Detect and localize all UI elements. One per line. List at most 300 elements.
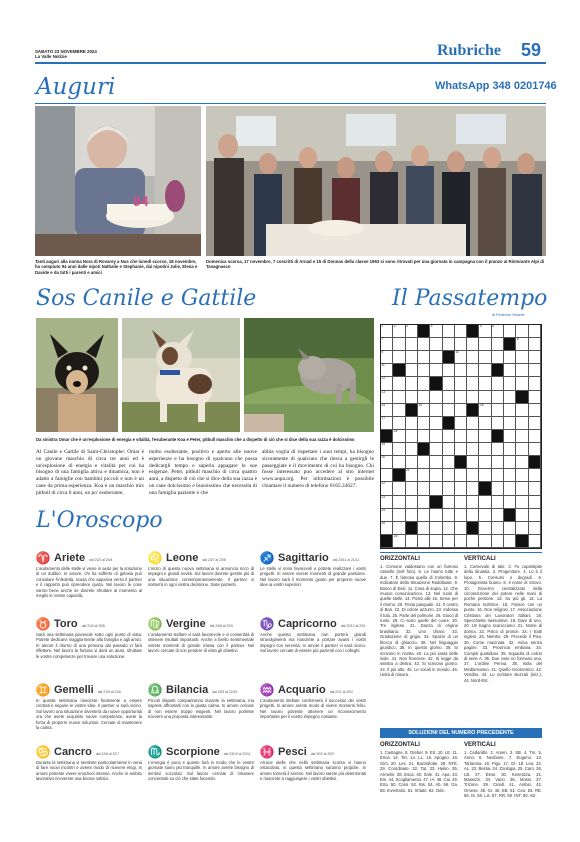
crossword-cell[interactable] — [492, 535, 504, 548]
crossword-cell[interactable] — [516, 364, 528, 377]
crossword-cell[interactable] — [479, 404, 491, 417]
crossword-cell[interactable] — [418, 404, 430, 417]
crossword-cell[interactable] — [504, 469, 516, 482]
crossword-cell[interactable] — [406, 338, 418, 351]
crossword-cell[interactable] — [455, 535, 467, 548]
scorpione-icon: ♏ — [147, 745, 163, 759]
horoscope-sign-text: L'andamento stellare confermerà il successo dei vostri progetti. In amore avrete modo di vivere momenti felici. Nel lavoro potreste ottenere un riconoscimento importante per il vostro impegno costante. — [260, 698, 366, 720]
crossword-cell[interactable] — [492, 377, 504, 390]
crossword-black-cell — [479, 482, 491, 495]
crossword-cell[interactable] — [504, 430, 516, 443]
crossword-cell[interactable] — [467, 535, 479, 548]
horoscope-sign-dates: dal 23/9 al 22/10 — [212, 689, 238, 694]
canile-column-3: abbia voglia di rispettare i suoi tempi, ha bisogno sicuramente di qualcuno che riesca a gestirgli le passeggiate e il movimento di cui ha bisogno. Chi fosse interessato può accedere al sito internet www.aopa.org. Per informazioni è possibile chiamare il numero di telefono 0165.34627. — [262, 449, 374, 489]
passatempo-author: di Federica Vinante — [492, 313, 525, 317]
crossword-cell[interactable] — [492, 469, 504, 482]
crossword-cell[interactable] — [504, 404, 516, 417]
crossword-cell[interactable] — [467, 377, 479, 390]
crossword-cell[interactable] — [516, 522, 528, 535]
crossword-cell[interactable] — [492, 443, 504, 456]
crossword-cell[interactable] — [430, 391, 442, 404]
horoscope-sign-name: Acquario — [278, 684, 326, 696]
header-rule — [35, 62, 546, 64]
crossword-cell[interactable] — [467, 509, 479, 522]
page-number: 59 — [521, 40, 542, 60]
crossword-cell-number: 2 — [393, 324, 396, 328]
crossword-cell[interactable] — [479, 469, 491, 482]
horoscope-capricorno — [260, 617, 366, 654]
horoscope-sign-name: Gemelli — [54, 684, 94, 696]
crossword-cell[interactable] — [418, 509, 430, 522]
crossword-cell[interactable] — [393, 509, 405, 522]
crossword-cell[interactable] — [467, 469, 479, 482]
crossword-cell[interactable] — [467, 417, 479, 430]
crossword-cell[interactable] — [492, 496, 504, 509]
crossword-cell[interactable] — [516, 377, 528, 390]
crossword-cell[interactable] — [479, 509, 491, 522]
crossword-black-cell — [492, 430, 504, 443]
capricorno-icon: ♑ — [259, 617, 275, 631]
crossword-cell-number: 3 — [406, 324, 408, 328]
horoscope-sign-name: Pesci — [278, 746, 307, 758]
crossword-cell[interactable] — [455, 469, 467, 482]
crossword-cell[interactable] — [406, 509, 418, 522]
crossword-cell[interactable] — [529, 496, 541, 509]
horoscope-head — [260, 617, 366, 631]
horoscope-sign-dates: dal 23/7 al 23/8 — [202, 557, 226, 562]
crossword-cell[interactable] — [381, 404, 393, 417]
crossword-cell[interactable] — [516, 443, 528, 456]
section-name: Rubriche — [437, 42, 501, 59]
crossword-cell[interactable] — [529, 469, 541, 482]
crossword-cell[interactable] — [406, 535, 418, 548]
crossword-cell[interactable] — [443, 391, 455, 404]
crossword-cell[interactable] — [492, 325, 504, 338]
crossword-cell-number: 16 — [479, 402, 484, 407]
birthday-photo — [35, 106, 201, 256]
crossword-cell[interactable] — [443, 496, 455, 509]
crossword-cell[interactable] — [479, 443, 491, 456]
horoscope-sign-text: In questa settimana riuscirete finalmente a essere centrati e seguire le vostre idee. Il partner vi sarà vicino. Sul lavoro una situazione diventerà da nuove opportunità ora che avete acquisito nuove competenze, avete la forza di proporre nuove soluzioni. Cercate di mantenere la calma. — [36, 698, 142, 731]
crossword-cell[interactable] — [418, 351, 430, 364]
crossword-cell[interactable] — [467, 338, 479, 351]
crossword-cell[interactable] — [443, 469, 455, 482]
crossword-cell[interactable] — [529, 522, 541, 535]
crossword-cell[interactable] — [430, 509, 442, 522]
crossword-cell[interactable] — [443, 404, 455, 417]
horoscope-head — [260, 745, 366, 759]
crossword-cell[interactable] — [430, 469, 442, 482]
horoscope-sign-dates: dal 21/3 al 20/4 — [89, 557, 113, 562]
crossword-grid — [380, 324, 542, 549]
crossword-cell[interactable] — [529, 404, 541, 417]
horoscope-sign-text: Durante la settimana vi sentirete particolarmente in vena di fare nuovi incontri e avrete modo di ricevere elogi. In amore potreste vivere emozioni intense. Anche in ambito lavorativo riceverete una buona notizia. — [36, 760, 142, 782]
crossword-cell[interactable] — [504, 535, 516, 548]
crossword-cell[interactable] — [443, 456, 455, 469]
crossword-cell[interactable] — [443, 443, 455, 456]
crossword-cell-number: 5 — [479, 324, 482, 328]
auguri-rule — [35, 103, 546, 104]
horoscope-sign-name: Leone — [166, 552, 199, 564]
crossword-cell-number: 8 — [516, 337, 519, 342]
horoscope-sign-text: Piccoli dispetti compariranno durante la settimana, ma saprete affrontarli con la giusta calma. In amore cercate di non essere troppo esigenti. Nel lavoro potreste ricevere una proposta interessante. — [148, 698, 254, 720]
crossword-cell[interactable] — [430, 364, 442, 377]
crossword-cell[interactable] — [492, 417, 504, 430]
crossword-cell[interactable] — [492, 509, 504, 522]
horoscope-sign-text: L'andamento stellare vi sarà favorevole e vi consentirà di ottenere risultati importanti. Anche a livello sentimentale vivrete momenti di grande intesa con il partner. Nel lavoro cercate di non perdere di vista gli obiettivi. — [148, 632, 254, 654]
crossword-cell[interactable] — [504, 391, 516, 404]
crossword-cell[interactable] — [529, 535, 541, 548]
crossword-cell[interactable] — [455, 509, 467, 522]
ariete-icon: ♈ — [35, 551, 51, 565]
crossword-cell[interactable] — [529, 364, 541, 377]
crossword-cell[interactable] — [504, 364, 516, 377]
horoscope-head — [260, 551, 366, 565]
issue-date-block — [35, 49, 97, 59]
crossword-cell[interactable] — [516, 351, 528, 364]
crossword-cell[interactable] — [406, 325, 418, 338]
crossword-cell[interactable] — [467, 456, 479, 469]
horoscope-sign-name: Sagittario — [278, 552, 329, 564]
crossword-cell[interactable] — [393, 391, 405, 404]
crossword-black-cell — [406, 404, 418, 417]
crossword-cell[interactable] — [393, 496, 405, 509]
horoscope-sign-name: Scorpione — [166, 746, 220, 758]
horoscope-sign-text: L'energia è poca e questo farà in modo che le vostre giornate siano più tranquille. In amore avrete bisogno di sentirvi coccolati. Sul lavoro cercate di rimanere concentrati su ciò che state facendo. — [148, 760, 254, 782]
horoscope-head — [148, 617, 254, 631]
horoscope-acquario — [260, 683, 366, 720]
crossword-cell[interactable] — [381, 482, 393, 495]
crossword-cell[interactable] — [418, 364, 430, 377]
crossword-cell-number: 9 — [381, 350, 384, 355]
crossword-cell[interactable] — [430, 417, 442, 430]
crossword-cell[interactable] — [430, 482, 442, 495]
crossword-cell[interactable] — [418, 469, 430, 482]
crossword-black-cell — [467, 522, 479, 535]
crossword-cell[interactable] — [430, 430, 442, 443]
crossword-cell-number: 10 — [455, 350, 459, 355]
crossword-cell[interactable] — [479, 535, 491, 548]
horoscope-sign-text: Alcune stelle che nella settimana scorsa vi hanno ostacolato, in questa settimana saranno propizie. In amore tornerà il sereno. Nel lavoro sarete più determinati e riuscirete a raggiungere i vostri obiettivi. — [260, 760, 366, 782]
passatempo-title: Il Passatempo — [392, 286, 548, 311]
crossword-cell[interactable] — [479, 338, 491, 351]
crossword-cell[interactable] — [393, 535, 405, 548]
crossword-cell[interactable] — [492, 456, 504, 469]
crossword-cell[interactable] — [479, 391, 491, 404]
crossword-cell[interactable] — [418, 482, 430, 495]
crossword-black-cell — [406, 522, 418, 535]
birthday-caption: Tanti auguri alla nonna Nora di Rovarey a Nus che lunedì scorso, 18 novembre, ha compiuto 94 anni dalle nipoti Nathalie e Stephanie, dai nipotini Julie, Elena e Davide e da tutti i parenti e amici — [35, 259, 198, 275]
crossword-cell[interactable] — [406, 391, 418, 404]
crossword-cell[interactable] — [504, 351, 516, 364]
crossword-cell[interactable] — [479, 456, 491, 469]
crossword-cell[interactable] — [529, 430, 541, 443]
crossword-cell[interactable] — [418, 391, 430, 404]
crossword-cell[interactable] — [406, 430, 418, 443]
crossword-cell-number: 19 — [381, 442, 386, 447]
crossword-black-cell — [455, 456, 467, 469]
crossword-black-cell — [393, 469, 405, 482]
crossword-cell[interactable] — [479, 325, 491, 338]
crossword-cell[interactable] — [467, 351, 479, 364]
acquario-icon: ♒ — [259, 683, 275, 697]
horoscope-sign-dates: dal 21/1 al 19/2 — [329, 689, 353, 694]
crossword-cell[interactable] — [516, 430, 528, 443]
horoscope-leone — [148, 551, 254, 588]
crossword-cell-number: 24 — [381, 507, 386, 512]
crossword-cell[interactable] — [504, 443, 516, 456]
crossword-cell[interactable] — [467, 391, 479, 404]
sagittario-icon: ♐ — [259, 551, 275, 565]
dog-photo-omar — [36, 318, 118, 432]
crossword-cell[interactable] — [455, 430, 467, 443]
crossword-cell[interactable] — [430, 443, 442, 456]
horoscope-sign-dates: dal 22/6 al 22/7 — [95, 751, 120, 756]
crossword-black-cell — [430, 377, 442, 390]
crossword-cell[interactable] — [504, 496, 516, 509]
horoscope-head — [260, 683, 366, 697]
crossword-black-cell — [443, 417, 455, 430]
crossword-cell[interactable] — [516, 482, 528, 495]
crossword-cell[interactable] — [529, 338, 541, 351]
crossword-cell[interactable] — [455, 443, 467, 456]
group-photo — [206, 106, 546, 256]
crossword-cell[interactable] — [418, 417, 430, 430]
crossword-black-cell — [516, 391, 528, 404]
crossword-cell[interactable] — [443, 364, 455, 377]
crossword-cell[interactable] — [467, 364, 479, 377]
crossword-cell[interactable] — [492, 522, 504, 535]
crossword-cell[interactable] — [393, 482, 405, 495]
crossword-cell[interactable] — [393, 351, 405, 364]
crossword-cell[interactable] — [504, 325, 516, 338]
crossword-cell[interactable] — [479, 430, 491, 443]
crossword-cell-number: 14 — [381, 402, 386, 407]
crossword-cell[interactable] — [504, 522, 516, 535]
crossword-cell[interactable] — [418, 430, 430, 443]
crossword-cell[interactable] — [529, 377, 541, 390]
crossword-cell[interactable] — [393, 430, 405, 443]
crossword-cell[interactable] — [418, 338, 430, 351]
crossword-cell[interactable] — [418, 377, 430, 390]
crossword-cell-number: 20 — [381, 455, 386, 460]
crossword-cell-number: 25 — [381, 520, 386, 525]
crossword-cell[interactable] — [381, 496, 393, 509]
crossword-cell-number: 12 — [381, 376, 386, 381]
crossword-cell[interactable] — [455, 404, 467, 417]
crossword-cell[interactable] — [381, 456, 393, 469]
sol-orizzontali-text: 1. Castagne. 8. Oreber. 9. ES. 10. LE. 11. Erica. 12. Tet. 14. LL. 15. Apogeo. 18. Gim. 20. Les. 21. Bazzellotte. 28. NTE. 29. Coordinate. 32. Tat. 33. Heiko. 35. Armelin. 38. Esca. 40. Sole. 41. Apa. 43. Em. 44. Scogliamento. 47. IA. 48. Cai. 49. Erta. 50. Corsi. 52. Bis. 54. Ab. 56. Ga. 58. Inventario. 61. Irritate. 62. Ode. — [380, 750, 458, 793]
soluzioni-title: SOLUZIONI DEL NUMERO PRECEDENTE — [380, 728, 542, 738]
horoscope-sign-text: L'inizio di questa nuova settimana si annuncia ricco di impegni e grandi novità. Sul lavoro dovrete gestire più di una situazione contemporaneamente. Il partner vi sosterrà in ogni vostra decisione. Siate pazienti. — [148, 566, 254, 588]
crossword-cell[interactable] — [443, 338, 455, 351]
crossword-cell[interactable] — [443, 535, 455, 548]
leone-icon: ♌ — [147, 551, 163, 565]
crossword-cell[interactable] — [455, 351, 467, 364]
crossword-cell[interactable] — [393, 443, 405, 456]
horoscope-pesci — [260, 745, 366, 782]
sol-verticali-title: VERTICALI — [464, 742, 496, 748]
crossword-black-cell — [418, 325, 430, 338]
crossword-cell[interactable] — [430, 325, 442, 338]
horoscope-sign-text: Le stelle vi sono favorevoli e potrete realizzare i vostri progetti. In amore vivrete momenti di grande passione. Nel lavoro sarà il momento giusto per proporre nuove idee ai vostri superiori. — [260, 566, 366, 588]
crossword-cell[interactable] — [516, 469, 528, 482]
horoscope-ariete — [36, 551, 142, 598]
crossword-cell[interactable] — [443, 482, 455, 495]
crossword-cell-number: 7 — [381, 337, 384, 342]
crossword-cell[interactable] — [467, 496, 479, 509]
crossword-black-cell — [504, 338, 516, 351]
crossword-cell[interactable] — [418, 522, 430, 535]
crossword-cell[interactable] — [393, 522, 405, 535]
crossword-cell[interactable] — [479, 496, 491, 509]
canile-caption: Da sinistra Omar che è un'esplosione di energia e vitalità, l'esuberante Koa e Peter, pitbull maschio che a dispetto di ciò che si dice della sua razza è dolcissimo — [36, 437, 355, 442]
crossword-cell[interactable] — [529, 351, 541, 364]
crossword-cell[interactable] — [492, 482, 504, 495]
crossword-cell[interactable] — [529, 391, 541, 404]
crossword-cell-number: 1 — [381, 324, 384, 328]
dog-photo-koa — [122, 318, 240, 432]
crossword-cell[interactable] — [479, 351, 491, 364]
crossword-cell[interactable] — [479, 364, 491, 377]
crossword-cell[interactable] — [492, 391, 504, 404]
crossword-cell[interactable] — [504, 482, 516, 495]
crossword-cell[interactable] — [516, 456, 528, 469]
crossword-cell[interactable] — [455, 364, 467, 377]
crossword-cell[interactable] — [443, 522, 455, 535]
horoscope-head — [148, 683, 254, 697]
crossword-cell[interactable] — [406, 443, 418, 456]
crossword-cell[interactable] — [529, 325, 541, 338]
crossword-cell[interactable] — [418, 496, 430, 509]
svg-text:94: 94 — [133, 193, 149, 209]
crossword-cell[interactable] — [529, 417, 541, 430]
newspaper-name: La Valle Notizie — [35, 54, 67, 59]
crossword-cell[interactable] — [529, 443, 541, 456]
crossword-cell[interactable] — [430, 404, 442, 417]
crossword-cell[interactable] — [504, 377, 516, 390]
crossword-cell[interactable] — [467, 430, 479, 443]
crossword-cell[interactable] — [479, 377, 491, 390]
crossword-cell[interactable] — [504, 417, 516, 430]
crossword-cell[interactable] — [479, 417, 491, 430]
crossword-cell[interactable] — [504, 456, 516, 469]
horoscope-head — [36, 551, 142, 565]
crossword-cell[interactable] — [479, 522, 491, 535]
cancro-icon: ♋ — [35, 745, 51, 759]
horoscope-sign-text: Anche questa settimana non porterà grandi stravolgimenti ma riuscirete a portare avanti i vostri impegni con serenità. In amore il partner vi sarà vicino. Sul lavoro cercate di essere più pazienti con i colleghi. — [260, 632, 366, 654]
crossword-cell[interactable] — [406, 364, 418, 377]
crossword-cell[interactable] — [430, 535, 442, 548]
horoscope-sign-dates: dal 22/12 al 20/1 — [340, 623, 366, 628]
crossword-cell[interactable] — [455, 496, 467, 509]
crossword-cell[interactable] — [516, 417, 528, 430]
crossword-cell[interactable] — [406, 417, 418, 430]
crossword-cell[interactable] — [443, 325, 455, 338]
crossword-cell[interactable] — [406, 469, 418, 482]
crossword-cell[interactable] — [393, 417, 405, 430]
auguri-title: Auguri — [36, 74, 116, 100]
crossword-cell[interactable] — [430, 522, 442, 535]
horoscope-head — [36, 745, 142, 759]
crossword-cell[interactable] — [443, 430, 455, 443]
crossword-cell[interactable] — [393, 377, 405, 390]
crossword-cell[interactable] — [492, 404, 504, 417]
crossword-cell[interactable] — [516, 404, 528, 417]
crossword-cell[interactable] — [393, 338, 405, 351]
horoscope-gemelli — [36, 683, 142, 730]
crossword-cell[interactable] — [406, 496, 418, 509]
crossword-cell[interactable] — [406, 482, 418, 495]
crossword-cell[interactable] — [381, 391, 393, 404]
crossword-cell[interactable] — [516, 509, 528, 522]
oroscopo-title: L'Oroscopo — [36, 508, 163, 533]
orizzontali-definitions: 1. Comune valdostano con un famoso castello (nell foto). 5. Le hanno tutte e due. 7. È famosa quella di Colombo. 8. Indicatore della Situazione Reddituale. 9. Bosco di Essi. 11. Cosa di sopra. 12. Che muove comunicazioni. 13. Nel ruolo di quelle stelle. 14. Posto alle 16. Serve per il ritorno. 20. Festa pasquale. 21. Il centro di Bari. 22. Di colore azzurro. 23. Indossa il tutù. 25. Parte del polmone. 26. Gioco di ruolo. 28. Ci sono quelle del cuore. 30. Tre inglese. 31. Danza di origine brasiliana. 32. Uno chiaro. 33. Gradazione di grigio. 34. Spazio di un blocco di ghiaccio. 36. Nel linguaggio giuridico. 38. In questo giorno. 39. Si scrivono in ricetta. 40. La più vasta delle isole. 41. Non francese. 42. Si legge da sinistra a destra. 43. Si scrivono giorno. 44. Il più alto. 45. Le vocali in mondo. 46. Unità di misura. — [380, 564, 458, 678]
crossword-cell-number: 13 — [381, 389, 386, 394]
horoscope-head — [148, 551, 254, 565]
crossword-cell[interactable] — [492, 338, 504, 351]
crossword-cell[interactable] — [406, 351, 418, 364]
crossword-black-cell — [418, 443, 430, 456]
crossword-cell[interactable] — [492, 351, 504, 364]
crossword-cell[interactable] — [406, 377, 418, 390]
crossword-cell[interactable] — [516, 338, 528, 351]
crossword-cell[interactable] — [418, 456, 430, 469]
crossword-cell-number: 18 — [393, 428, 398, 433]
horoscope-cancro — [36, 745, 142, 782]
horoscope-sagittario — [260, 551, 366, 588]
crossword-cell[interactable] — [467, 443, 479, 456]
crossword-black-cell — [467, 325, 479, 338]
crossword-cell[interactable] — [516, 496, 528, 509]
crossword-cell[interactable] — [381, 377, 393, 390]
horoscope-sign-dates: dal 24/8 al 22/9 — [209, 623, 233, 628]
crossword-black-cell — [504, 509, 516, 522]
crossword-cell[interactable] — [455, 325, 467, 338]
crossword-black-cell — [516, 535, 528, 548]
crossword-cell[interactable] — [393, 325, 405, 338]
horoscope-sign-name: Vergine — [166, 618, 206, 630]
crossword-cell[interactable] — [381, 417, 393, 430]
orizzontali-title: ORIZZONTALI — [380, 556, 420, 562]
whatsapp-number: WhatsApp 348 0201746 — [435, 80, 557, 92]
horoscope-scorpione — [148, 745, 254, 782]
crossword-cell[interactable] — [393, 404, 405, 417]
crossword-cell[interactable] — [393, 456, 405, 469]
crossword-cell[interactable] — [381, 522, 393, 535]
crossword-cell[interactable] — [529, 509, 541, 522]
crossword-cell[interactable] — [430, 456, 442, 469]
crossword-cell-number: 11 — [381, 363, 385, 368]
crossword-cell[interactable] — [455, 377, 467, 390]
canile-column-1: Al Canile e Gattile di Saint-Christophe: Omar è un giovane maschio di circa tre anni ed è un'esplosione di energia e vitalità per cui ha bisogno di una famiglia attiva e dinamica, non è adatto a famiglie con bambini piccoli e non è un cane da prima esperienza. Koa è un maschio mix pitbull di circa 6 anni, un po' esuberante, — [36, 449, 144, 496]
crossword-cell[interactable] — [443, 509, 455, 522]
crossword-cell[interactable] — [455, 522, 467, 535]
crossword-cell[interactable] — [455, 417, 467, 430]
crossword-cell[interactable] — [443, 377, 455, 390]
crossword-cell[interactable] — [381, 509, 393, 522]
crossword-black-cell — [467, 404, 479, 417]
crossword-cell[interactable] — [467, 482, 479, 495]
crossword-cell[interactable] — [418, 535, 430, 548]
crossword-cell[interactable] — [529, 482, 541, 495]
crossword-cell-number: 22 — [381, 481, 386, 486]
crossword-cell[interactable] — [455, 391, 467, 404]
crossword-cell[interactable] — [430, 351, 442, 364]
crossword-cell[interactable] — [430, 338, 442, 351]
crossword-cell[interactable] — [455, 482, 467, 495]
crossword-black-cell — [381, 535, 393, 548]
